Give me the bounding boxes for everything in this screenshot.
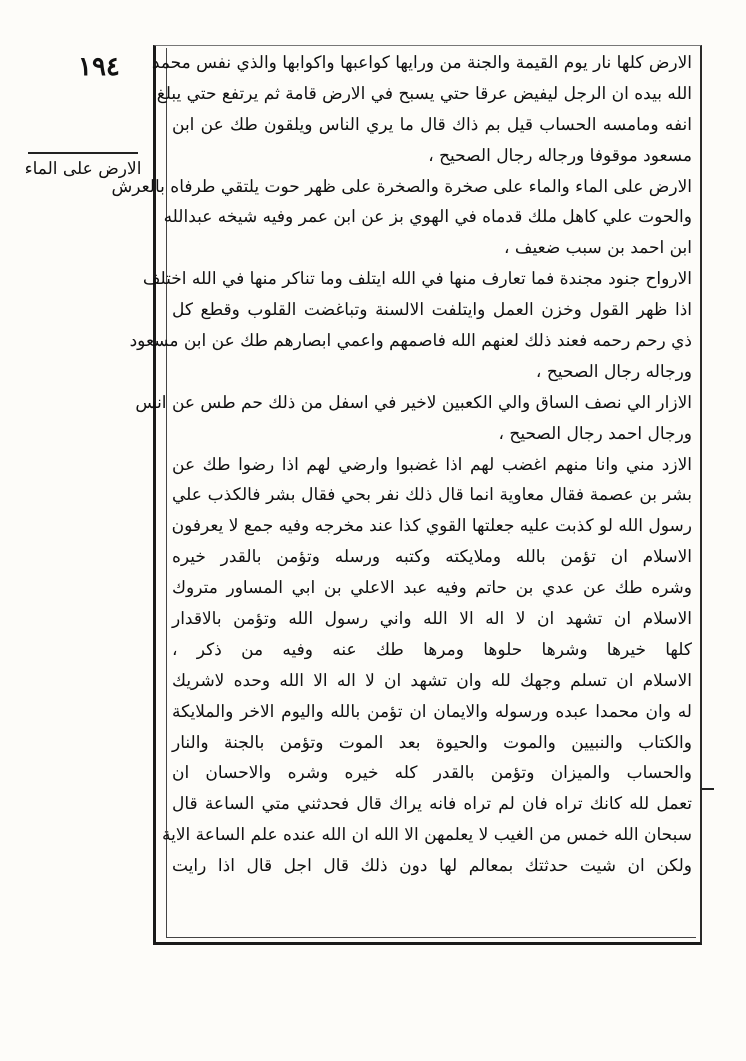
text-line: رسول الله لو كذبت عليه جعلتها القوي كذا عند مخرجه وفيه جمع لا يعرفون [171,516,692,537]
margin-note-rule [28,152,138,154]
text-line: مسعود موقوفا ورجاله رجال الصحيح ، [428,145,692,166]
text-line: الاسلام ان تسلم وجهك لله وان تشهد ان لا اله الا الله وحده لاشريك [172,670,692,691]
main-text-block [111,48,692,882]
text-line: الازد مني وانا منهم اغضب لهم اذا غضبوا وارضي لهم اذا رضوا طك عن [172,454,692,475]
text-line: ولكن ان شيت حدثتك بمعالم لها دون ذلك قال اجل قال اذا رايت [172,856,692,877]
text-line: بشر بن عصمة فقال معاوية انما قال ذلك نفر بحي فقال بشر فالكذب علي [172,485,692,506]
folio-number: ١٩٤ [78,52,120,82]
text-line: الله بيده ان الرجل ليفيض عرقا حتي يسبح في الارض قامة ثم يرتفع حتي يبلغ [156,83,692,104]
text-line: ورجاله رجال الصحيح ، [535,361,692,382]
text-line: وشره طك عن عدي بن حاتم وفيه عبد الاعلي بن ابي المساور متروك [172,578,692,599]
text-line: ذي رحم رحمه فعند ذلك لعنهم الله فاصمهم واعمي ابصارهم طك عن ابن مسعود [129,331,692,352]
text-line: اذا ظهر القول وخزن العمل وايتلفت الالسنة وتباغضت القلوب وقطع كل [172,300,692,321]
text-line: كلها خيرها وشرها حلوها ومرها طك عنه وفيه من ذكر ، [172,639,692,660]
text-line: والحساب والميزان وتؤمن بالقدر كله خيره وشره والاحسان ان [172,763,692,784]
text-line: ورجال احمد رجال الصحيح ، [498,423,692,444]
text-line: سبحان الله خمس من الغيب لا يعلمهن الا الله ان الله عنده علم الساعة الاية [161,825,692,846]
text-line: الازار الي نصف الساق والي الكعبين لاخير في اسفل من ذلك حم طس عن انس [135,392,692,413]
text-line: الاسلام ان تؤمن بالله وملايكته وكتبه ورسله وتؤمن بالقدر خيره [172,547,692,568]
text-line: الارض على الماء والماء على صخرة والصخرة على ظهر حوت يلتقي طرفاه بالعرش [111,176,692,197]
text-line: الارض كلها نار يوم القيمة والجنة من ورايها كواعبها واكوابها والذي نفس محمد [151,53,692,73]
text-line: تعمل لله كانك تراه فان لم تراه فانه يراك قال فحدثني متي الساعة قال [172,794,692,815]
text-line: الاسلام ان تشهد ان لا اله الا الله واني رسول الله وتؤمن بالاقدار [172,609,692,630]
text-line: والكتاب والنبيين والموت والحيوة بعد الموت وتؤمن بالجنة والنار [172,732,692,753]
text-line: ابن احمد بن سبب ضعيف ، [504,238,692,259]
text-line: والحوت علي كاهل ملك قدماه في الهوي بز عن ابن عمر وفيه شيخه عبدالله [163,207,692,228]
text-line: الارواح جنود مجندة فما تعارف منها في الله ايتلف وما تناكر منها في الله اختلف [142,269,692,290]
margin-note-text: الارض على الماء [24,159,142,179]
text-line: انفه ومامسه الحساب قيل بم ذاك قال ما يري الناس ويلقون طك عن ابن [172,114,692,135]
margin-tick-mark [702,788,714,790]
text-line: له وان محمدا عبده ورسوله والايمان ان تؤمن بالله واليوم الاخر والملايكة [172,701,692,722]
